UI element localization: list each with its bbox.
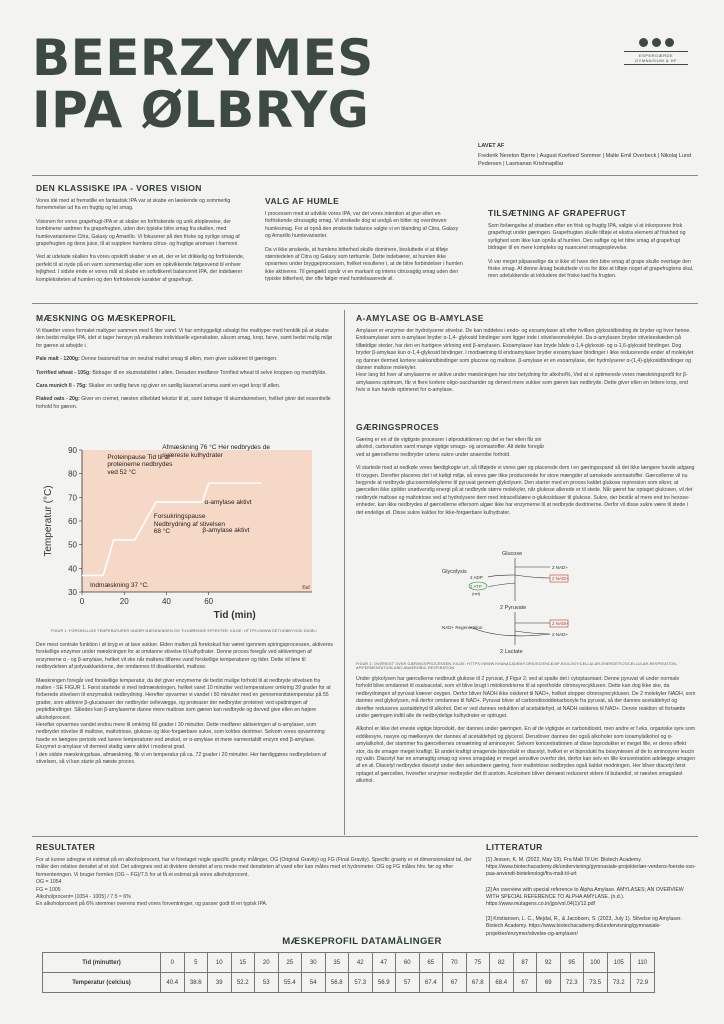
nadh-label: 2 NADH bbox=[552, 576, 569, 581]
x-tick-label: 60 bbox=[204, 597, 214, 606]
grapefruit-heading: TILSÆTNING AF GRAPEFRUGT bbox=[488, 208, 627, 218]
adp-label: 2 ADP bbox=[470, 575, 483, 580]
time-cell: 30 bbox=[302, 953, 326, 973]
logo-text: ESPERGÆRDE GYMNASIUM & HF bbox=[635, 53, 677, 63]
divider bbox=[32, 175, 698, 176]
time-cell: 5 bbox=[184, 953, 208, 973]
divider bbox=[32, 303, 698, 304]
vertical-divider bbox=[344, 310, 345, 835]
temperature-cell: 52.2 bbox=[231, 973, 255, 993]
temperature-cell: 56.9 bbox=[372, 973, 396, 993]
literature-heading: LITTERATUR bbox=[486, 842, 543, 852]
temperature-cell: 68.4 bbox=[490, 973, 514, 993]
arrow-curve bbox=[488, 583, 515, 587]
grapefruit-section bbox=[488, 208, 696, 287]
malt-label: Torrified wheat - 105g: bbox=[36, 369, 91, 376]
vision-section bbox=[36, 183, 248, 290]
temperature-cell: 72.3 bbox=[560, 973, 584, 993]
authors-list: Frederik Nereton Bjerre | August Koefoed Sommer | Malte Emil Overbeck | Nikolaj Lund Pedersen | Lasmanan Krishnapillai bbox=[478, 153, 692, 167]
time-cell: 25 bbox=[278, 953, 302, 973]
y-tick-label: 60 bbox=[68, 517, 77, 526]
mash-profile-chart bbox=[40, 442, 328, 632]
y-tick-label: 90 bbox=[68, 446, 77, 455]
pyruvate-label: 2 Pyruvate bbox=[500, 605, 527, 611]
malt-text: Giver en cremet, næsten silkeblød tekstur til øl, samt bidrager til skumdannelsen, hvilket giver det essentielle forhold for gæren. bbox=[36, 396, 331, 410]
nad-label: 2 NAD+ bbox=[552, 565, 568, 570]
temperature-cell: 57.3 bbox=[349, 973, 373, 993]
temperature-cell: 55.4 bbox=[278, 973, 302, 993]
malt-item bbox=[36, 383, 336, 390]
nad-regeneration-label: NAD+ Regeneration bbox=[442, 625, 483, 630]
malt-text: Bidrager til en skumstabilitet i øllen. Desuden medfører Torrified wheat til selve kroppen og mundfylde. bbox=[90, 369, 327, 376]
temperature-cell: 40.4 bbox=[161, 973, 185, 993]
glycolysis-label: Glycolysis bbox=[442, 569, 467, 575]
figure-2-caption: FIGUR 2: OVERSIGT OVER GÆRINGSPROCESSEN. KILDE: HTTPS://WWW.KHANACADEMY.ORG/SCIENCE/AP-BIOLOGY/CELLULAR-ENERGETICS/CELLULAR-RESPIRATION-AP/FERMENTATION-AND-ANAEROBIC-RESPIRATION bbox=[356, 662, 678, 670]
temperature-cell: 67 bbox=[443, 973, 467, 993]
time-cell: 100 bbox=[584, 953, 608, 973]
title-line-2: IPA ØLBRYG bbox=[32, 81, 370, 139]
row-header: Temperatur (celcius) bbox=[43, 973, 161, 993]
temperature-cell: 54 bbox=[302, 973, 326, 993]
time-cell: 87 bbox=[513, 953, 537, 973]
time-cell: 110 bbox=[631, 953, 655, 973]
results-section bbox=[36, 842, 476, 915]
time-cell: 75 bbox=[466, 953, 490, 973]
fermentation-paragraph: Alkohol er ikke det eneste vigtige biprodukt, der dannes under gæringen. En af de vigtigste er carbondioxid, men andre er f.eks. organiske syre som eddikesyre, navyre og mælkesyre der dannes af acetaldehyd og glycerol. Derudover dannes der også alkoholer som isoamylalkohol og α-amylalkohol, der stammer fra gærcellernes omsætning af aminosyrer. Selvom koncentrationen af disse biprodukter er meget lille, er deres effekt stor, da de smager meget kraftigt. Et andet kraftigt smagende biprodukt er diacetyl, hvilket er et biprodukt fra biosyntesen af de to aminosyrer leucin og valin. Diacetyl har en smøragtig smag og vores smagsløg er meget sensitive overfor det, derfor kan selv en lille koncentration adelægge smagen af en øl. Diacetyl nedbrydes diacetyl under den sekundære gæring, hvor maltotriose nedbrydes også kaldet modningen. Her bliver diacetyl først optaget af gærcellen, hvorefter enzymer nedbryder det til acetoin. Acetoinen bliver dernæst reduceret videre til butandiol, et næsten smagsløst alkohol. bbox=[356, 726, 696, 785]
temperature-cell: 67.4 bbox=[419, 973, 443, 993]
glucose-label: Glucose bbox=[502, 551, 523, 557]
mash-paragraph: Den mest centrale funktion i øl bryg er at lave sukker. Elden malten på forekskud har været igennem spiringsprocessen, aktiveres forskellige enzymer under mæskningen for at omdanne stivelse til kulhydrater. Denne proces foregår ved aktiveringen af enzymerne α - og β-amylase, hvilket vil ske når maltens tilføres vand forskellige temperaturer og tider. Dette vil føre til nedbrydelsen af polysakkariderne, der omdannes til disakkaridet, maltose. bbox=[36, 642, 333, 671]
vision-heading: DEN KLASSISKE IPA - VORES VISION bbox=[36, 183, 202, 193]
amylase-heading: Α-AMYLASE OG Β-AMYLASE bbox=[356, 313, 484, 323]
results-paragraph: For at kunne udregne et estimat på en alkoholprocent, har vi foretaget nogle specific gravity målinger, OG (Original Gravity) og FG (Final Gravity). Specific gravity er et dimensionsløst tal, der måler den relative densitet af et stof. Det udregnes ved at dividere densitet af ens mede med densiteten af vand eller kan måles med et hydrometer. OG og FG måles hhv. før og efter fermenteringen. Vi bruger formlen (OG – FG)/7.5 for at få et estimat på vores alkoholprocent. bbox=[36, 857, 472, 878]
y-tick-label: 70 bbox=[68, 493, 77, 503]
temperature-row bbox=[43, 973, 655, 993]
temperature-cell: 67.8 bbox=[466, 973, 490, 993]
time-cell: 47 bbox=[372, 953, 396, 973]
row-header: Tid (minutter) bbox=[43, 953, 161, 973]
x-tick-label: 20 bbox=[119, 597, 129, 606]
annotation-text: β-amylase aktivt bbox=[202, 527, 250, 535]
hops-paragraph: Da vi ikke ønskede, at humlens bitterhed skulle dominere, besluttede vi at tilføje størstedelen af Citra og Galaxy som tørhumle. Dette indebærer, at humlen ikke opvarmes under bryggeprocessen, hvilket resulterer i, at de bitre forbindelser i humlen ikke aktiveres. Til gengæld opnår vi en markant og intens citrusagtig smag uden den typiske bitterhed, der ofte følger med humlebaserede øl. bbox=[265, 246, 463, 283]
y-tick-label: 80 bbox=[68, 469, 77, 479]
x-tick-label: 0 bbox=[79, 597, 85, 606]
malt-text: Skaber en rødlig farve og giver en sødlig karamel aroma samt en eget krop til øllen. bbox=[87, 383, 281, 390]
grapefruit-paragraph: Som forlængelse af stræben efter en frisk og frugtig IPA, valgte vi at inkorporere frisk grapefrugt under gæringen. Grapefrugten skulle tilføje et ekstra element af friskhed og syrlighed som ikke kan opnås af humlen. Den saftige og let bitre smag af grapefrugt bidrager til en mere kompleks og nuanceret smagsoplevelse. bbox=[488, 223, 686, 252]
temperature-cell: 67 bbox=[513, 973, 537, 993]
arrow-curve bbox=[488, 575, 515, 577]
annotation-text: Afmæskning 76 °C Her nedbrydes de sværeste kulhydrater bbox=[162, 444, 270, 459]
annotation-text: Indmæskning 37 °C. bbox=[90, 581, 149, 589]
time-cell: 65 bbox=[419, 953, 443, 973]
fermentation-heading: GÆRINGSPROCES bbox=[356, 422, 440, 432]
time-cell: 92 bbox=[537, 953, 561, 973]
net-label: (net) bbox=[472, 591, 481, 596]
logo-text-box bbox=[624, 51, 688, 65]
figure-1-caption: FIGUR 1: FORSKELLIGE TEMPERATURER UNDER MÆSKNINGEN OG TILHØRENDE EFFEKTER. KILDE: HTTPS://WWW.DETHOBBYVIDE.DK/ØL/ bbox=[51, 629, 317, 633]
authors-block bbox=[478, 142, 708, 168]
vision-paragraph: Vores idé med at fremstille en fantastisk IPA var at skabe en læskende og sommerlig fornemmelse ud fra en frugtig og let smag. bbox=[36, 198, 231, 212]
tree-icon bbox=[624, 38, 688, 47]
data-table-wrap bbox=[42, 952, 655, 993]
title-line-1: BEERZYMES bbox=[32, 29, 374, 87]
arrow-curve bbox=[515, 575, 550, 578]
time-cell: 70 bbox=[443, 953, 467, 973]
fermentation-section bbox=[356, 422, 696, 523]
time-cell: 82 bbox=[490, 953, 514, 973]
chart-annotation bbox=[90, 582, 162, 612]
mash-paragraph: Vi tilsætter vores formalet maltyper sammen med 6 liter vand. Vi har omhyggeligt udvalgt fire malttyper med henblik på at skabe den bedst mulige IPA, idet vi tager hensyn på maltenes individuelle egenskaber, såsom smag, krop, farve, samt bedst mulig miljø for gæren at arbejde i. bbox=[36, 328, 333, 349]
annotation-text: Forsukringspause Nedbrydning af stivelsen 68 °C bbox=[153, 513, 225, 535]
alcohol-calculation: Alkoholprocent= (1054 - 1005) / 7.5 ≈ 6% bbox=[36, 894, 131, 901]
hops-heading: VALG AF HUMLE bbox=[265, 196, 340, 206]
fermentation-paragraph: Gæring er en af de vigtigste processer i ølproduktionen og det er her ellen får sin alkohol, carbonation samt mange vigtige smags- og aromastoffer. Alt dette foregår ved at gærcellerne nedbryder urtens sukre under anaerobe forhold. bbox=[356, 437, 545, 458]
annotation-text: α-amylase aktivt bbox=[204, 498, 252, 506]
grapefruit-paragraph: Vi var meget påpasselige da vi ikke vil have den bitre smag af grape skulle overtage den friske smag. Af denne årsag besluttede vi os for ikke at tilføje noget af grapefrugtens skal, men udelukkende at inkludere det friske kød fra frugten. bbox=[488, 258, 694, 280]
time-cell: 35 bbox=[325, 953, 349, 973]
temperature-cell: 69 bbox=[537, 973, 561, 993]
y-tick-label: 40 bbox=[68, 564, 77, 574]
chart-svg bbox=[40, 442, 328, 624]
time-cell: 42 bbox=[349, 953, 373, 973]
literature-section bbox=[486, 842, 696, 946]
fg-value: FG = 1005 bbox=[36, 886, 61, 893]
reference-item: [1] Jessen, K. M. (2022, May 19). Fra Malt Til Urt. Biotech Academy. https://www.biotechacademy.dk/undervisning/gymnasiale-projekter/ær-verdens-foerste-svo-paa-anvendt-bioteknologi/fra-malt-til-urt bbox=[486, 857, 696, 878]
malt-item bbox=[36, 370, 336, 377]
hops-paragraph: I processen med at udvikle vores IPA, var det vores intention at give ellen en forfriskende citrusagtig smag. Vi ønskede dog at undgå en bitter og overdreven humlesmag. For at opnå den ønskede balance valgte vi en blanding af Citra, Galaxy og Amarillo humlevarianter. bbox=[265, 211, 459, 240]
vision-paragraph: Ved at udelade skallen fra vores opskrift skaber vi en øl, der er let drikkelig og forfriskende, perfekt til at nyde på en varm sommerdag eller som en opkvikkende følgesvend til enhver lejlighed. I sidste ende er vores mål at skabe en sofistikeret balanceret IPA, der indebærer kompleksiteten af humlen og den forfriskende karakter af grapefrugt. bbox=[36, 254, 245, 283]
fermentation-diagram bbox=[440, 545, 620, 660]
time-cell: 15 bbox=[231, 953, 255, 973]
table-heading: MÆSKEPROFIL DATAMÅLINGER bbox=[282, 936, 442, 947]
og-value: OG = 1054 bbox=[36, 879, 62, 886]
temperature-cell: 56.8 bbox=[325, 973, 349, 993]
fermentation-lower bbox=[356, 676, 696, 792]
temperature-cell: 57 bbox=[396, 973, 420, 993]
chart-corner-label: ©ul bbox=[302, 585, 310, 591]
malt-label: Flaked oats - 20g: bbox=[36, 396, 80, 403]
nadh-label-2: 2 NADH bbox=[552, 621, 569, 626]
results-heading: RESULTATER bbox=[36, 842, 96, 852]
time-cell: 20 bbox=[255, 953, 279, 973]
temperature-cell: 73.2 bbox=[607, 973, 631, 993]
malt-label: Pale malt - 1200g: bbox=[36, 356, 80, 363]
chart-annotation bbox=[202, 527, 262, 557]
temperature-cell: 39 bbox=[208, 973, 232, 993]
amylase-paragraph: Amylaser er enzymer der hydrolyserer stivelse. De kan inddeles i endo- og exoamylaser alt efter hvilken glykosidbinding de bryder og hvor henne. Endoamylaser som α-amylase bryder α-1,4- glykosid bindinger som ligger inde i stivelsesmolekylet. Da α-amylasen bryder stivelseskæden på tilfældige steder, har den en hurtigere virkning end β-amylasen. Exoamylaser kan bryde både α-1,4-glykosid- og α-1,6-glykosid bindinger. Dog bryder β-amylase kun α-1,4-glykosid bindinger. I modsætning til endoamylaser bryder exoamylaser bindinger i ikke reducerende ender af molekylet og danner dermed kortere sakkaridbindinger som glucose og maltose. β-amylase er en exoamylase, der hydrolyserer α-(1,4)-glykosidbindinger og danner maltose molekyler. Hvor lang tid hver af amylaserne er aktive under mæskningen har stor betydning for alkohol%, Ved at vi optimerede vores mæskningsprofil for β-amylasens optimum, får vi flere kortere oligo-saccharider og derved mere sukker som gæren kan nedbryde. Dette giver ellen en lettere krop, end hvis vi kun havde optimeret for α-amylase. bbox=[356, 328, 694, 394]
atp-label: 2 ATP bbox=[470, 584, 482, 589]
school-logo bbox=[624, 38, 688, 65]
authors-label: LAVET AF bbox=[478, 143, 505, 149]
y-tick-label: 30 bbox=[68, 588, 77, 597]
malt-item bbox=[36, 396, 336, 411]
table-heading-wrap bbox=[0, 936, 724, 952]
arrow-curve bbox=[515, 631, 550, 634]
fermentation-paragraph: Vi startede med at nedkøle vores færdigkogte urt, så tilføjede vi vores gær og placerede dem i en gæringsspand så det ikke længere havde adgang til oxygen. Derefter placeres det i et køligt miljø, så vores gær ikke producerede for store mængder af uønskede aromastoffer. Gærcellerne vil nu begynde at nedbryde glucosemolekylerne til pyruvat gennem glykolysen. Den starter med en proces kaldet glukose repression som sikrer, at gærcellen ikke spilder unødvendig energi på at nedbryde større molekyler, når glukose allerede er til stede. Når gæret har optaget glukosen, vil det nedbryde maltose og maltotriose ved at hydrolysere dem med intracellulære α-glukosidaser til glukose. Sukre, der består af mere end tre hexose-enheder, kan ikke nedbrydes af gærcellerne eftersom algær ikke har enzymerne til at nedbryde dextrinerne. Derfor vil disse sukre være til stede i det endelige øl. Disse sukre kaldes for ikke-forgærbare kulhydrater. bbox=[356, 465, 695, 516]
y-tick-label: 50 bbox=[68, 540, 77, 550]
hops-section bbox=[265, 196, 465, 290]
time-row bbox=[43, 953, 655, 973]
malt-text: Denne basismalt har en neutral maltet smag til øllen, men giver sukkeret til gæringen. bbox=[79, 356, 278, 363]
time-cell: 10 bbox=[208, 953, 232, 973]
amylase-section bbox=[356, 313, 696, 401]
mash-text-lower bbox=[36, 642, 336, 773]
time-cell: 0 bbox=[161, 953, 185, 973]
fermentation-paragraph: Under glykolysen har gærcellerne nedbrudt glukose til 2 pyruvat, jf Figur 2, ved at spalte det i cytoplasmaet. Denne pyruvat vil under normale forhold blive omdannet til oxaloacetat, som vil blive brugt i mitokondrierne til at opretholde citronsyrecyklusen. Dette kan dog ikke ske, da nedbrydningen af pyruvat kræver oxygen. Derfor bliver NADH ikke oxideret til NAD+, hvilket stopper citronsyrecyklusen. De 2 molekyler NADH, som dannes ved glykolysen, må derfor omdannes til NAD+. Pyruvat bliver af carbondioxiddekarboxyle fra pyruvat, så der dannes acetaldehyd og derefter reduceres acetaldehyd til alkohol. Det er ved dannes reduktion af acetaldehyd, at NADH oxideres til NAD+. Denne reaktion vil fortsætte under gæringen indtil alle de nedbrydelige kulhydrater er optruget. bbox=[356, 676, 696, 720]
reference-item: [3] Kristiansen, L. C., Mejdal, R., & Jacobsen, S. (2023, July 1). Stivelse og Amylaser. Biotech Academy. https://www.biotechacademy.dk/undervisning/gymnasiale-projekter/enzymer/stivelse-og-amylaser/ bbox=[486, 916, 682, 937]
lactate-label: 2 Lactate bbox=[500, 649, 523, 655]
time-cell: 60 bbox=[396, 953, 420, 973]
x-tick-label: 40 bbox=[161, 597, 171, 606]
mash-section bbox=[36, 313, 336, 417]
temperature-cell: 38.6 bbox=[184, 973, 208, 993]
mash-paragraph: Mæskningen foregår ved forskellige temperatur, da det giver enzymerne de bedst mulige forhold til at nedbryde stivelsen fra malten - SE FIGUR 1. Først startede vi med indmæskningen, hvilket varet 10 minutter ved temperaturer omkring 39 grader for at forberede stivelsen til enzymatisk nedbrydning. Herefter opvarmer vi vandet i 50 minutter med en gennemsnitstemperatur på 55 grader, som aktivere β-glucanaser der nedbryder cellevægge, og proteaser der nedbryder proteiner ved spaltningen af peptidbindinger. Således kan β-amylaserne danne mere maltose som gæren kan nedbryde og derved give ellen en højere alkoholprocent. Herefter opvarmes vandet endnu mere til omkring 66 grader i 30 minutter. Dette medfører aktiveringen af α-amylaser, som nedbryder stivelse til maltose, maltotriose, glukose og ikke-forgærbare sukre, som koldes dextriner. Selvom vores opvarmning havde en længere periode ved lavere temperaturer end ønsket, er α-amylase et mere varmestabilt enzym end β-amylase. Enzymet α-amylase vil dermed stadig være aktivt i moderat grad. I den sidste mæskningsfase, afmæskning, fik vi en temperatur på ca. 72 grader i 20 minutter. Her færdiggøres nedbrydelsen af stivelsen, så vi kan starte på næste proces. bbox=[36, 677, 331, 766]
results-paragraph: En alkoholprocent på 6% stemmer overens med vores forventninger, og passer godt til en typisk IPA. bbox=[36, 901, 268, 908]
x-axis-label: Tid (min) bbox=[213, 610, 256, 621]
annotation-text: Proteinpause Tid til at proteinerne nedbrydes ved 52 °C bbox=[107, 453, 173, 476]
reference-item: [2] An overview with special reference to Alpha Amylase. AMYLASES; AN OVERVIEW WITH SPECIAL REFERENCE TO ALPHA AMYLASE. (n.d.). https://www.mutagens.co.in/jgo/vol.04(1)/12.pdf bbox=[486, 886, 684, 908]
temperature-cell: 53 bbox=[255, 973, 279, 993]
temperature-cell: 72.9 bbox=[631, 973, 655, 993]
divider bbox=[32, 836, 698, 837]
mash-heading: MÆSKNING OG MÆSKEPROFIL bbox=[36, 313, 177, 323]
malt-label: Cara munich II - 75g: bbox=[36, 383, 88, 390]
malt-item bbox=[36, 356, 336, 363]
chart-annotation bbox=[162, 444, 272, 474]
y-axis-label: Temperatur (°C) bbox=[43, 485, 54, 557]
mash-data-table bbox=[42, 952, 655, 993]
time-cell: 95 bbox=[560, 953, 584, 973]
poster-title bbox=[32, 29, 374, 139]
time-cell: 105 bbox=[607, 953, 631, 973]
vision-paragraph: Visionen for vores grapefrugt-IPA er at skabe en forfriskende og unik ølopleveise, der kombinerer sødmen fra grapefrugten, uden den typiske bitre smag fra skallen, med humlevarianterne Citra, Galaxy og Amarillo. Vi fokuserer på den friske og syrlige smag af grapefrugten og dens juice, til at supplere humlens citrus- og frugtige aromaer i harmoni. bbox=[36, 218, 240, 248]
nad-label-2: 2 NAD+ bbox=[552, 632, 568, 637]
temperature-cell: 73.5 bbox=[584, 973, 608, 993]
